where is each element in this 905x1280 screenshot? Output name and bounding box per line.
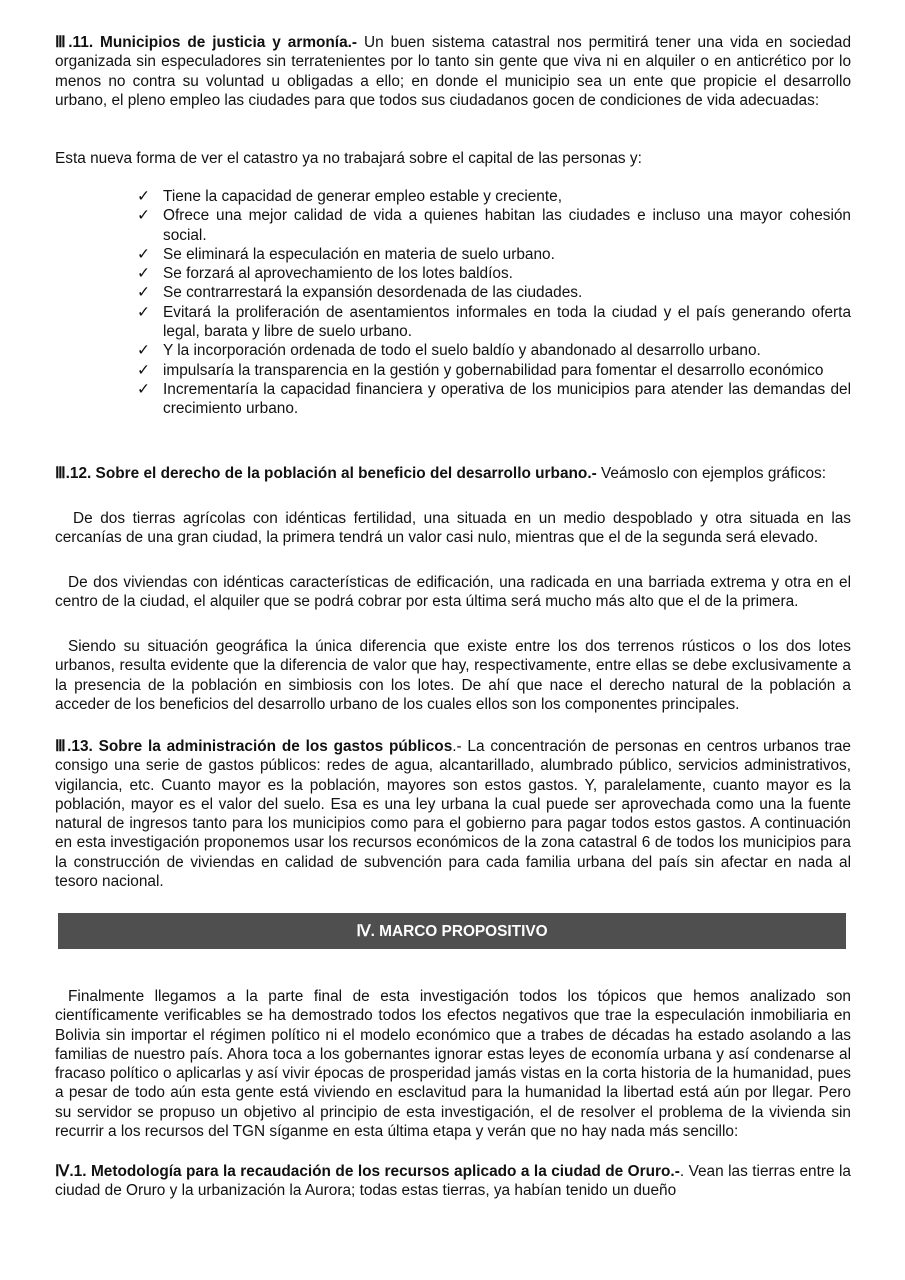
- paragraph: Siendo su situación geográfica la única diferencia que existe entre los dos terrenos rústicos o los dos lotes urbanos, resulta evidente que la diferencia de valor que hay, respectivamente, entre ellas se debe exclusivamente a la presencia de la población en simbiosis con los lotes. De ahí que nace el derecho natural de la población a acceder de los beneficios del desarrollo urbano de los cuales ellos son los componentes principales.: [55, 638, 851, 713]
- section-4-1: [55, 1162, 851, 1201]
- section-3-11: [55, 33, 851, 110]
- checkmark-icon: ✓: [137, 303, 150, 321]
- paragraph: De dos tierras agrícolas con idénticas fertilidad, una situada en un medio despoblado y otra situada en las cercanías de una gran ciudad, la primera tendrá un valor casi nulo, mientras que el de la segunda será elevado.: [55, 510, 851, 547]
- paragraph: De dos viviendas con idénticas características de edificación, una radicada en una barriada extrema y otra en el centro de la ciudad, el alquiler que se podrá cobrar por esta última será mucho más alto que el de la primera.: [55, 574, 851, 611]
- paragraph: Finalmente llegamos a la parte final de esta investigación todos los tópicos que hemos analizado son científicamente verificables se ha demostrado todos los efectos negativos que trae la especulación inmobiliaria en Bolivia sin importar el régimen político ni el modelo económico que a trabes de décadas ha estado asolando a las familias de nuestro país. Ahora toca a los gobernantes ignorar estas leyes de economía urbana y así condenarse al fracaso político o aplicarlas y así vivir épocas de prosperidad jamás vistas en la corta historia de la humanidad, pues a pesar de todo aún esta gente está viviendo en esclavitud para la humanidad la libertad está aún por llegar. Pero su servidor se propuso un objetivo al principio de esta investigación, el de resolver el problema de la vivienda sin recurrir a los recursos del TGN síganme en esta última etapa y verán que no hay nada más sencillo:: [55, 988, 851, 1141]
- section-heading: Ⅲ.13. Sobre la administración de los gastos públicos: [55, 738, 453, 755]
- section-3-13: [55, 737, 851, 891]
- checkmark-icon: ✓: [137, 342, 150, 360]
- list-item-text: Se eliminará la especulación en materia de suelo urbano.: [163, 245, 555, 263]
- paragraph: . Vean las tierras entre la ciudad de Oruro y la urbanización la Aurora; todas estas tierras, ya habían tenido un dueño: [55, 1163, 851, 1200]
- checkmark-icon: ✓: [137, 245, 150, 263]
- list-item: [137, 187, 851, 206]
- list-item-text: Se contrarrestará la expansión desordenada de las ciudades.: [163, 284, 583, 302]
- checkmark-icon: ✓: [137, 380, 150, 398]
- list-item: [137, 341, 851, 360]
- section-heading: Ⅲ.11. Municipios de justicia y armonía.-: [55, 34, 358, 51]
- checkmark-icon: ✓: [137, 265, 150, 283]
- list-item-text: impulsaría la transparencia en la gestión y gobernabilidad para fomentar el desarrollo económico: [163, 361, 824, 379]
- chapter-banner: Ⅳ. MARCO PROPOSITIVO: [58, 913, 846, 949]
- list-item: [137, 283, 851, 302]
- checkmark-icon: ✓: [137, 284, 150, 302]
- list-item: [137, 380, 851, 419]
- paragraph: Veámoslo con ejemplos gráficos:: [596, 465, 826, 482]
- checkmark-icon: ✓: [137, 361, 150, 379]
- list-item: [137, 206, 851, 245]
- list-item-text: Tiene la capacidad de generar empleo estable y creciente,: [163, 188, 562, 205]
- paragraph: Esta nueva forma de ver el catastro ya no trabajará sobre el capital de las personas y:: [55, 150, 642, 167]
- list-item-text: Evitará la proliferación de asentamientos informales en toda la ciudad y el país generando oferta legal, barata y libre de suelo urbano.: [163, 303, 851, 341]
- list-item-text: Y la incorporación ordenada de todo el suelo baldío y abandonado al desarrollo urbano.: [163, 342, 761, 360]
- paragraph: .- La concentración de personas en centros urbanos trae consigo una serie de gastos públicos: redes de agua, alcantarillado, alumbrado público, servicios administrativos, vigilancia, etc. Cuanto mayor es la población, mayores son estos gastos. Y, paralelamente, cuanto mayor es la población, mayor es el valor del suelo. Esa es una ley urbana la cual puede ser aprovechada como una la fuente natural de ingresos tanto para los municipios como para el gobierno para pagar todos estos gastos. A continuación en esta investigación proponemos usar los recursos económicos de la zona catastral 6 de todos los municipios para la construcción de viviendas en calidad de subvención para cada familia urbana del país sin afectar en nada al tesoro nacional.: [55, 738, 851, 891]
- section-3-12: [55, 464, 851, 483]
- list-item: [137, 361, 851, 380]
- list-item-text: Incrementaría la capacidad financiera y operativa de los municipios para atender las demandas del crecimiento urbano.: [163, 380, 851, 418]
- section-heading: Ⅲ.12. Sobre el derecho de la población al beneficio del desarrollo urbano.-: [55, 465, 597, 482]
- section-heading: Ⅳ.1. Metodología para la recaudación de los recursos aplicado a la ciudad de Oruro.-: [55, 1163, 680, 1180]
- checkmark-icon: ✓: [137, 207, 150, 225]
- list-item-text: Se forzará al aprovechamiento de los lotes baldíos.: [163, 265, 513, 283]
- benefits-list: [137, 187, 851, 419]
- list-item: [137, 303, 851, 342]
- list-item-text: Ofrece una mejor calidad de vida a quienes habitan las ciudades e incluso una mayor cohesión social.: [163, 207, 851, 244]
- list-item: [137, 245, 851, 264]
- checkmark-icon: ✓: [137, 188, 150, 205]
- list-item: [137, 264, 851, 283]
- paragraph: Un buen sistema catastral nos permitirá tener una vida en sociedad organizada sin especuladores sin terratenientes por lo tanto sin gente que viva ni en alquiler o en anticrético por lo menos no contra su voluntad u obligadas a ello; en donde el municipio sea un ente que propicie el desarrollo urbano, el pleno empleo las ciudades para que todos sus ciudadanos gocen de condiciones de vida adecuadas:: [55, 34, 852, 109]
